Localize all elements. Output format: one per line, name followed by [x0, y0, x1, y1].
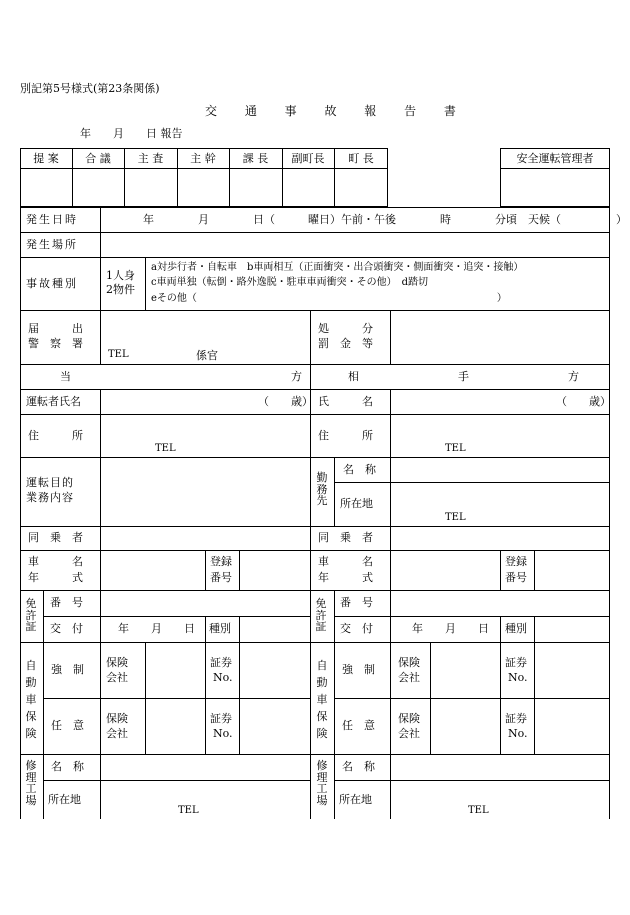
insurance-label: 自動車保険 — [25, 659, 37, 741]
purpose-label-1: 運転目的 — [26, 476, 74, 489]
accident-type-property[interactable]: 2物件 — [106, 283, 135, 296]
form-number: 別記第5号様式(第23条関係) — [20, 82, 160, 95]
accident-type-label: 事故種別 — [26, 277, 78, 290]
other-license-issue-label: 交 付 — [340, 622, 373, 635]
other-car-year-label: 年 式 — [318, 571, 373, 584]
compulsory-label: 強 制 — [51, 663, 84, 676]
safety-manager-label: 安全運転管理者 — [516, 152, 594, 165]
approval-label-chief: 主 査 — [137, 152, 164, 165]
occurrence-place-label: 発生場所 — [26, 238, 78, 251]
compulsory-policy-label-1: 証券 — [210, 656, 232, 669]
workplace-tel-label: TEL — [445, 512, 466, 523]
driver-age-field[interactable]: （ 歳） — [258, 395, 313, 408]
other-voluntary-policy-label-1: 証券 — [505, 712, 527, 725]
other-registration-label-2: 番号 — [505, 571, 527, 584]
accident-type-personal[interactable]: 1人身 — [106, 269, 135, 282]
occurrence-datetime-field[interactable]: 年 月 日（ 曜日）午前・午後 時 分頃 天候（ ） — [143, 213, 627, 226]
workplace-label: 勤務先 — [316, 471, 328, 508]
other-compulsory-policy-label-1: 証券 — [505, 656, 527, 669]
compulsory-company-label-2: 会社 — [106, 671, 128, 684]
penalty-label-2: 罰 金 等 — [318, 337, 373, 350]
other-voluntary-policy-label-2: No. — [508, 727, 528, 740]
driver-name-label: 運転者氏名 — [26, 395, 81, 408]
other-insurance-label: 自動車保険 — [316, 659, 328, 741]
compulsory-company-label-1: 保険 — [106, 656, 128, 669]
police-label-1: 届 出 — [28, 322, 83, 335]
accident-type-line-1[interactable]: a対歩行者・自転車 b車両相互（正面衝突・出合頭衝突・側面衝突・追突・接触） — [151, 262, 524, 273]
their-side-header: 相 手 方 — [348, 370, 579, 383]
accident-type-line-2[interactable]: c車両単独（転倒・路外逸脱・駐車車両衝突・その他） d踏切 — [151, 277, 429, 288]
other-license-label: 免許証 — [315, 597, 327, 634]
police-tel-label: TEL — [108, 349, 129, 360]
license-type-label: 種別 — [209, 622, 231, 635]
other-compulsory-company-label-1: 保険 — [398, 656, 420, 669]
police-label-2: 警 察 署 — [28, 337, 83, 350]
other-compulsory-company-label-2: 会社 — [398, 671, 420, 684]
other-repair-shop-label: 修理工場 — [316, 759, 328, 807]
driver-tel-label: TEL — [155, 443, 176, 454]
other-license-type-label: 種別 — [505, 622, 527, 635]
other-registration-label-1: 登録 — [505, 555, 527, 568]
police-officer-label: 係官 — [196, 349, 218, 362]
other-repair-name-label: 名 称 — [342, 760, 375, 773]
license-issue-date-field[interactable]: 年 月 日 — [118, 622, 195, 635]
license-label: 免許証 — [25, 597, 37, 634]
other-voluntary-label: 任 意 — [342, 719, 375, 732]
other-age-field[interactable]: （ 歳） — [556, 395, 611, 408]
accident-type-line-3[interactable]: eその他（ ） — [151, 293, 507, 304]
penalty-label-1: 処 分 — [318, 322, 373, 335]
passengers-label: 同 乗 者 — [28, 531, 83, 544]
voluntary-policy-label-2: No. — [213, 727, 233, 740]
voluntary-policy-label-1: 証券 — [210, 712, 232, 725]
car-year-label: 年 式 — [28, 571, 83, 584]
repair-address-label: 所在地 — [48, 793, 81, 806]
workplace-name-label: 名 称 — [343, 463, 376, 476]
other-license-issue-date-field[interactable]: 年 月 日 — [412, 622, 489, 635]
license-number-label: 番 号 — [50, 596, 83, 609]
purpose-label-2: 業務内容 — [26, 491, 74, 504]
occurrence-place-field[interactable] — [102, 234, 608, 256]
other-repair-address-label: 所在地 — [339, 793, 372, 806]
our-side-header: 当 方 — [60, 370, 302, 383]
approval-label-proposal: 提 案 — [33, 152, 59, 165]
approval-label-section-head: 課 長 — [242, 152, 269, 165]
approval-label-director: 主 幹 — [190, 152, 216, 165]
car-name-label: 車 名 — [28, 555, 83, 568]
workplace-address-label: 所在地 — [340, 497, 373, 510]
other-voluntary-company-label-2: 会社 — [398, 727, 420, 740]
approval-label-council: 合 議 — [85, 152, 111, 165]
repair-shop-label: 修理工場 — [25, 759, 37, 807]
other-license-number-label: 番 号 — [340, 596, 373, 609]
other-voluntary-company-label-1: 保険 — [398, 712, 420, 725]
repair-tel-label: TEL — [178, 805, 199, 816]
compulsory-policy-label-2: No. — [213, 671, 233, 684]
other-car-name-label: 車 名 — [318, 555, 373, 568]
other-tel-label: TEL — [445, 443, 466, 454]
other-repair-tel-label: TEL — [468, 805, 489, 816]
voluntary-company-label-1: 保険 — [106, 712, 128, 725]
registration-label-1: 登録 — [210, 555, 232, 568]
other-compulsory-label: 強 制 — [342, 663, 375, 676]
voluntary-label: 任 意 — [51, 719, 84, 732]
other-compulsory-policy-label-2: No. — [508, 671, 528, 684]
other-passengers-label: 同 乗 者 — [318, 531, 373, 544]
page-title: 交 通 事 故 報 告 書 — [205, 104, 468, 118]
approval-label-mayor: 町 長 — [348, 152, 374, 165]
other-name-label: 氏 名 — [318, 395, 373, 408]
report-date: 年 月 日 報告 — [80, 127, 183, 140]
occurrence-datetime-label: 発生日時 — [26, 213, 78, 226]
registration-label-2: 番号 — [210, 571, 232, 584]
approval-label-deputy-mayor: 副町長 — [291, 152, 325, 165]
license-issue-label: 交 付 — [50, 622, 83, 635]
driver-address-label: 住 所 — [28, 429, 83, 442]
other-address-label: 住 所 — [318, 429, 373, 442]
repair-name-label: 名 称 — [51, 760, 84, 773]
voluntary-company-label-2: 会社 — [106, 727, 128, 740]
